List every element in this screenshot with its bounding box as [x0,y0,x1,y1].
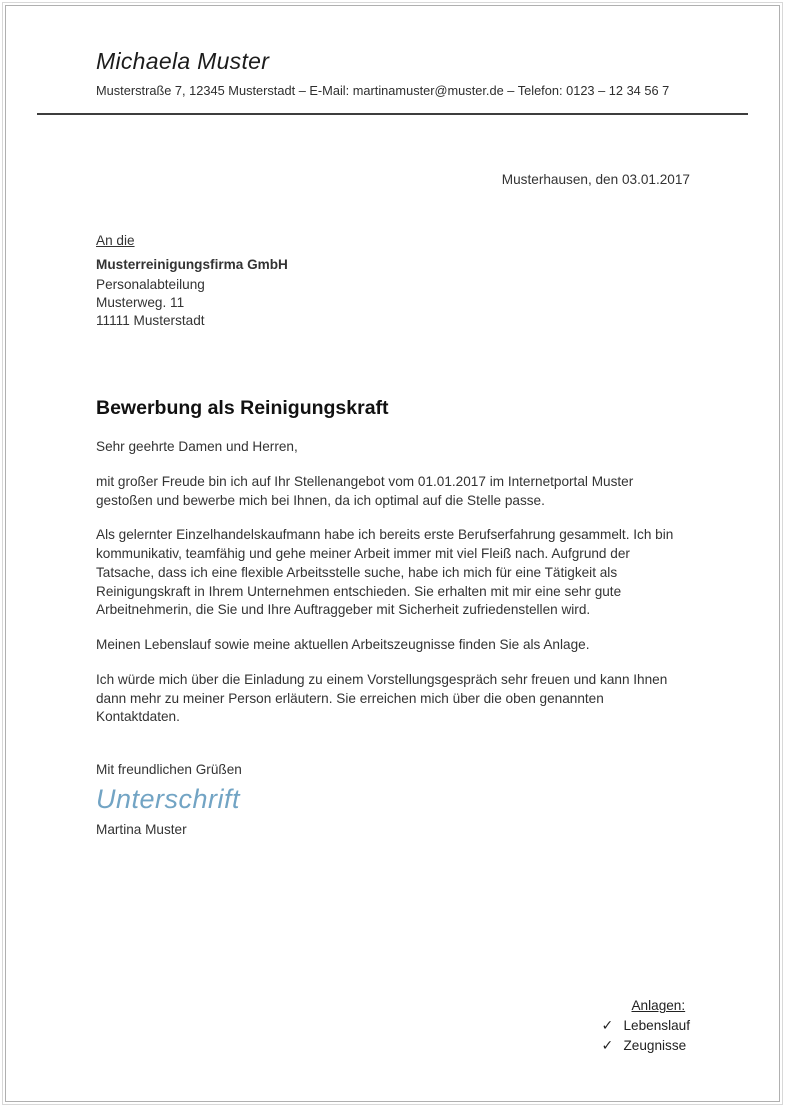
sender-contact-line: Musterstraße 7, 12345 Musterstadt – E-Mail: martinamuster@muster.de – Telefon: 0123 – 12 34 56 7 [96,83,670,98]
signature-text: Unterschrift [96,783,241,814]
check-icon: ✓ [601,1036,614,1053]
attachment-item [601,1016,690,1035]
recipient-city: 11111 Musterstadt [96,312,205,328]
letter-body [6,171,779,840]
recipient-department: Personalabteilung [96,277,205,293]
body-paragraph: mit großer Freude bin ich auf Ihr Stellenangebot vom 01.01.2017 im Internetportal Muster gestoßen und bewerbe mich bei Ihnen, da ich optimal auf die Stelle passe. [96,473,634,508]
recipient-intro: An die [96,232,135,248]
attachments-block [601,998,690,1055]
header-divider [37,113,748,115]
attachment-item [601,1036,690,1055]
greeting-line: Sehr geehrte Damen und Herren, [96,439,298,455]
closing-line: Mit freundlichen Grüßen [96,762,242,778]
letter-page [5,5,780,1102]
recipient-street: Musterweg. 11 [96,294,185,310]
check-icon: ✓ [601,1017,614,1034]
recipient-company: Musterreinigungsfirma GmbH [96,256,288,272]
recipient-block [96,232,690,329]
subject-line: Bewerbung als Reinigungskraft [96,397,389,420]
letter-header [6,48,779,98]
attachment-label: Lebenslauf [623,1018,690,1034]
sender-name: Michaela Muster [96,48,270,74]
body-paragraph: Als gelernter Einzelhandelskaufmann habe ich bereits erste Berufserfahrung gesammelt. Ich bin kommunikativ, teamfähig und gehe meiner Arbeit immer mit viel Fleiß nach. Aufgrund der Tatsache, dass ich eine flexible Arbeitsstelle suche, habe ich mich für eine Tätigkeit als Reinigungskraft in Ihrem Unternehmen entschieden. Sie erhalten mit mir eine sehr gute Arbeitnehmerin, die Sie und Ihre Auftraggeber mit Sicherheit zufriedenstellen wird. [96,527,674,618]
attachments-label: Anlagen: [631,998,686,1014]
date-line: Musterhausen, den 03.01.2017 [501,172,690,187]
signer-name: Martina Muster [96,822,187,838]
attachment-label: Zeugnisse [623,1037,687,1053]
body-paragraph: Meinen Lebenslauf sowie meine aktuellen Arbeitszeugnisse finden Sie als Anlage. [96,637,590,653]
body-paragraph: Ich würde mich über die Einladung zu einem Vorstellungsgespräch sehr freuen und kann Ihnen dann mehr zu meiner Person erläutern. Sie erreichen mich über die oben genannten Kontaktdaten. [96,671,668,725]
